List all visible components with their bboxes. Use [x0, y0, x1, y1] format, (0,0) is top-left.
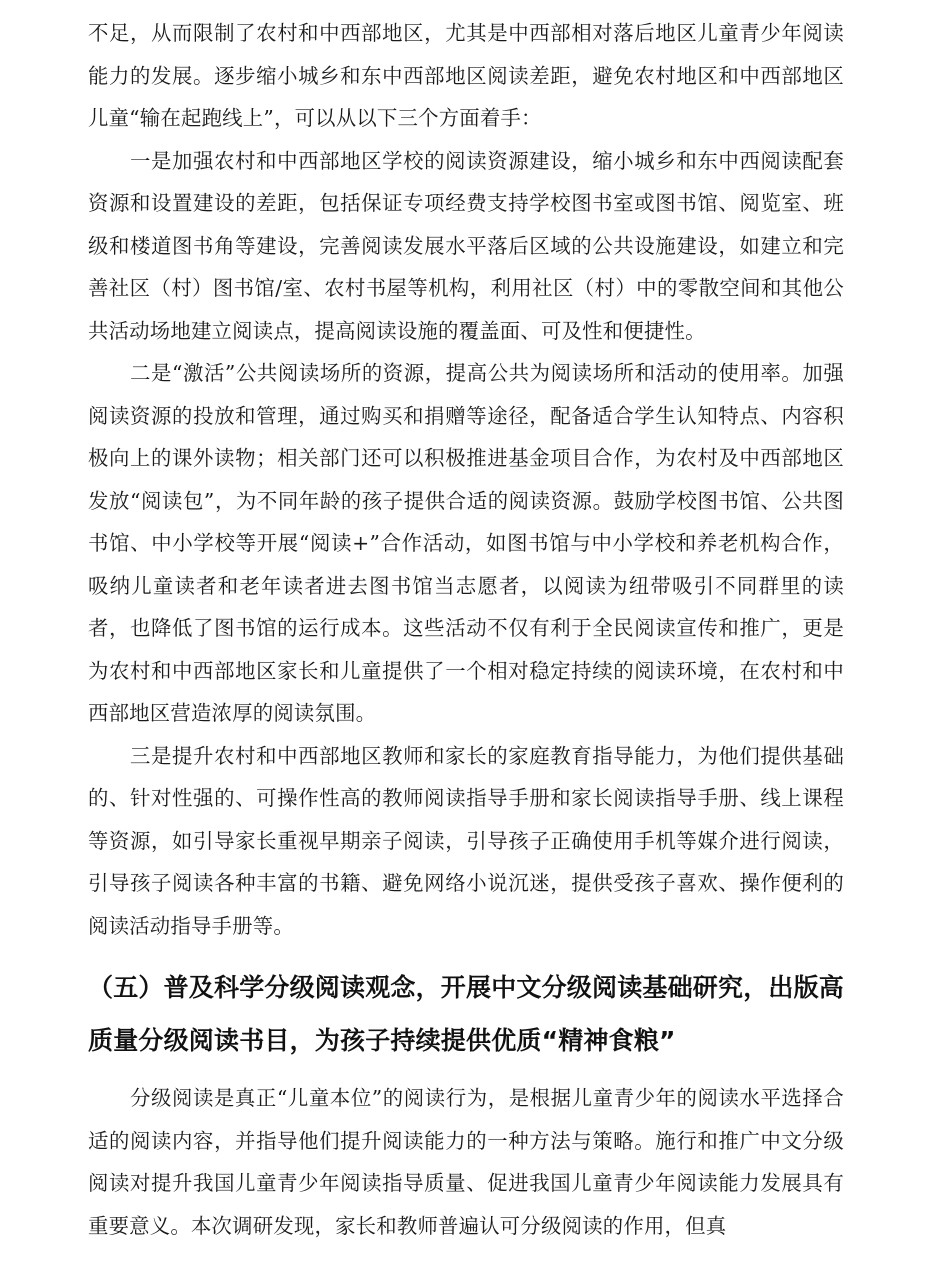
point-three-paragraph: 三是提升农村和中西部地区教师和家长的家庭教育指导能力，为他们提供基础的、针对性强的、可操作性高的教师阅读指导手册和家长阅读指导手册、线上课程等资源，如引导家长重视早期亲子阅读，引导孩子正确使用手机等媒介进行阅读，引导孩子阅读各种丰富的书籍、避免网络小说沉迷，提供受孩子喜欢、操作便利的阅读活动指导手册等。	[88, 743, 844, 938]
section-paragraph: 分级阅读是真正“儿童本位”的阅读行为，是根据儿童青少年的阅读水平选择合适的阅读内容，并指导他们提升阅读能力的一种方法与策略。施行和推广中文分级阅读对提升我国儿童青少年阅读指导质量、促进我国儿童青少年阅读能力发展具有重要意义。本次调研发现，家长和教师普遍认可分级阅读的作用，但真	[88, 1086, 844, 1238]
point-one-paragraph: 一是加强农村和中西部地区学校的阅读资源建设，缩小城乡和东中西阅读配套资源和设置建设的差距，包括保证专项经费支持学校图书室或图书馆、阅览室、班级和楼道图书角等建设，完善阅读发展水平落后区域的公共设施建设，如建立和完善社区（村）图书馆/室、农村书屋等机构，利用社区（村）中的零散空间和其他公共活动场地建立阅读点，提高阅读设施的覆盖面、可及性和便捷性。	[88, 148, 844, 343]
section-heading: （五）普及科学分级阅读观念，开展中文分级阅读基础研究，出版高质量分级阅读书目，为孩子持续提供优质“精神食粮”	[88, 973, 845, 1055]
document-page	[88, 12, 844, 1247]
point-two-paragraph: 二是“激活”公共阅读场所的资源，提高公共为阅读场所和活动的使用率。加强阅读资源的投放和管理，通过购买和捐赠等途径，配备适合学生认知特点、内容积极向上的课外读物；相关部门还可以积极推进基金项目合作，为农村及中西部地区发放“阅读包”，为不同年龄的孩子提供合适的阅读资源。鼓励学校图书馆、公共图书馆、中小学校等开展“阅读+”合作活动，如图书馆与中小学校和养老机构合作，吸纳儿童读者和老年读者进去图书馆当志愿者，以阅读为纽带吸引不同群里的读者，也降低了图书馆的运行成本。这些活动不仅有利于全民阅读宣传和推广，更是为农村和中西部地区家长和儿童提供了一个相对稳定持续的阅读环境，在农村和中西部地区营造浓厚的阅读氛围。	[88, 361, 844, 725]
intro-paragraph: 不足，从而限制了农村和中西部地区，尤其是中西部相对落后地区儿童青少年阅读能力的发展。逐步缩小城乡和东中西部地区阅读差距，避免农村地区和中西部地区儿童“输在起跑线上”，可以从以下三个方面着手：	[88, 21, 844, 130]
